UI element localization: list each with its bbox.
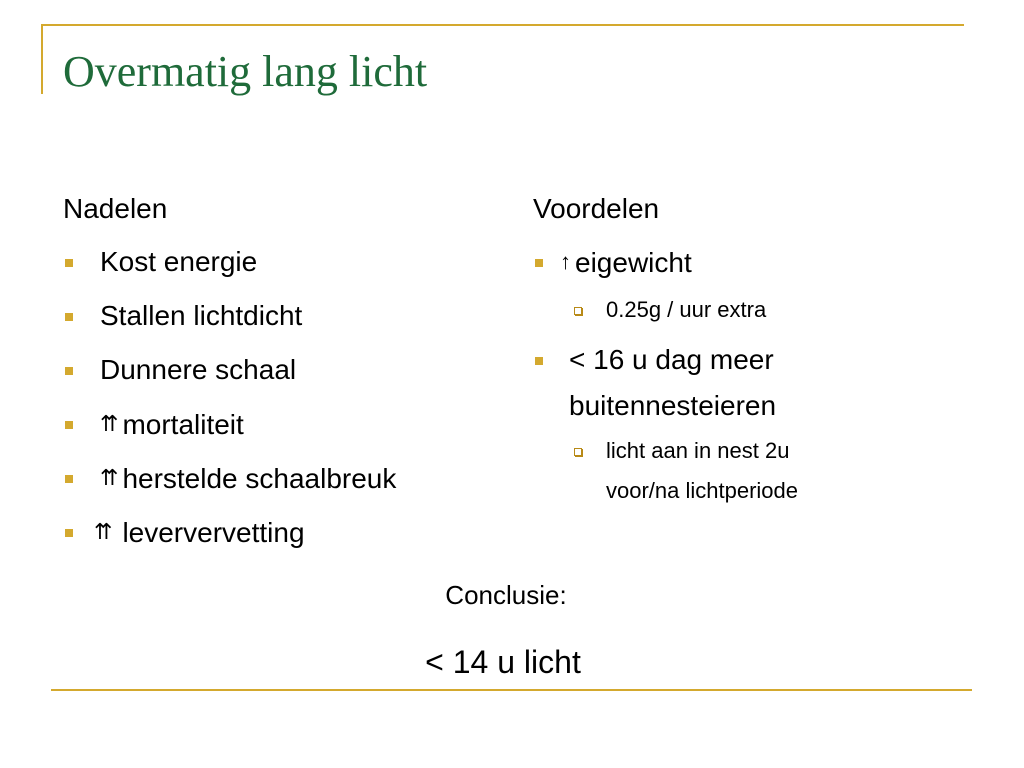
bullet-square-icon [65, 529, 73, 537]
list-item: Dunnere schaal [100, 354, 297, 385]
bullet-square-icon [535, 259, 543, 267]
top-rule [41, 24, 964, 26]
list-item: ⇈ herstelde schaalbreuk [100, 463, 397, 494]
slide-title: Overmatig lang licht [63, 47, 428, 96]
sub-list-item-line2: voor/na lichtperiode [606, 478, 799, 503]
list-item: ↑ eigewicht [560, 247, 692, 278]
list-item: Kost energie [100, 246, 258, 277]
left-rule [41, 24, 43, 94]
bullet-square-icon [65, 421, 73, 429]
up-arrow-icon: ↑ [560, 249, 571, 274]
bullet-square-icon [65, 475, 73, 483]
hollow-square-bullet-icon [574, 448, 582, 456]
conclusion-label: Conclusie: [445, 580, 567, 610]
list-item-line2: buitennesteieren [569, 390, 777, 421]
list-item: ⇈ mortaliteit [100, 409, 244, 440]
double-up-arrow-icon: ⇈ [94, 519, 113, 544]
double-up-arrow-icon: ⇈ [100, 465, 119, 490]
sub-list-item-line1: licht aan in nest 2u [606, 438, 790, 463]
list-item: Stallen lichtdicht [100, 300, 303, 331]
voordelen-heading: Voordelen [533, 193, 660, 224]
sub-list-item: 0.25g / uur extra [606, 297, 767, 322]
bullet-square-icon [65, 313, 73, 321]
double-up-arrow-icon: ⇈ [100, 411, 119, 436]
bullet-square-icon [65, 367, 73, 375]
bottom-rule [51, 689, 972, 691]
hollow-square-bullet-icon [574, 307, 582, 315]
bullet-square-icon [65, 259, 73, 267]
conclusion-value: < 14 u licht [425, 644, 581, 680]
nadelen-heading: Nadelen [63, 193, 168, 224]
list-item: ⇈ leververvetting [94, 517, 305, 548]
list-item-line1: < 16 u dag meer [569, 344, 774, 375]
bullet-square-icon [535, 357, 543, 365]
